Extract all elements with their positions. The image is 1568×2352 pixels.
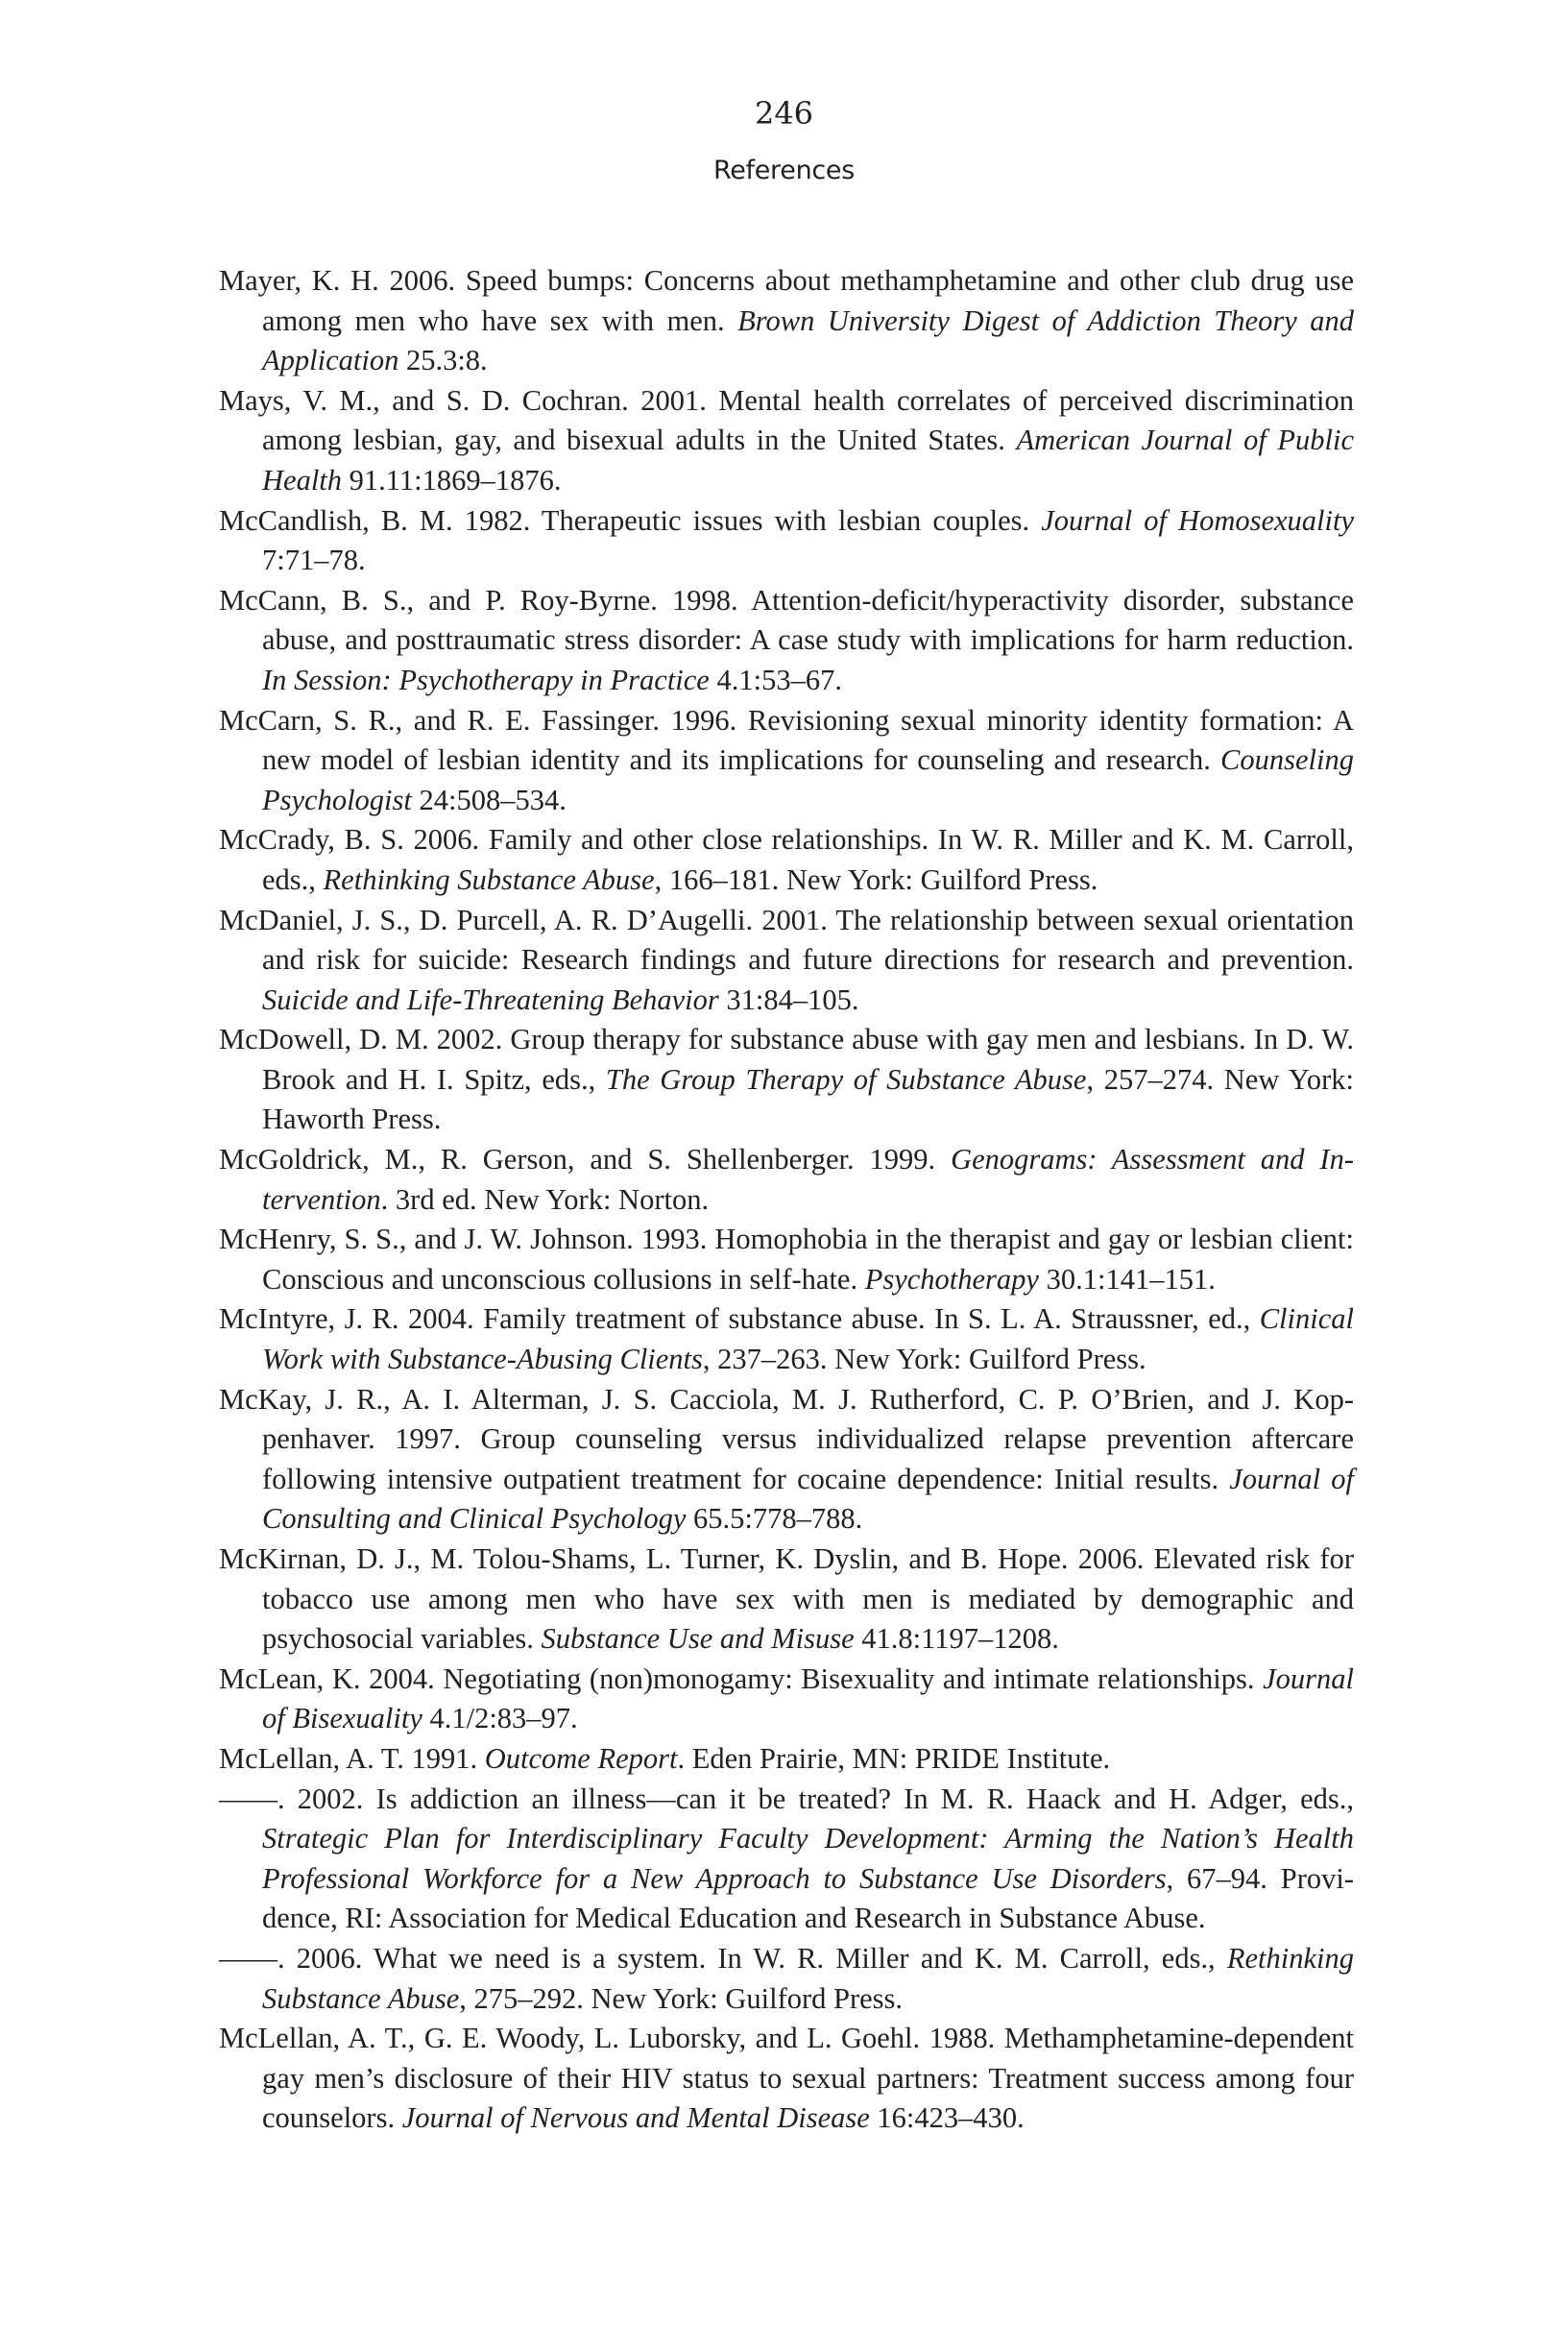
reference-source-title: Strategic Plan for Interdisciplinary Faculty Development: Arming the Nation’s Health Professional Workforce for a New Approach to Substance Use Disorders	[262, 1822, 1354, 1895]
reference-text: , 67–94. Providence, RI: Association for Medical Education and Research in Substance Abuse.	[262, 1861, 1355, 1935]
page-number: 246	[754, 95, 814, 132]
reference-text: McLean, K. 2004. Negotiating (non)monogamy: Bisexuality and intimate relationships.	[219, 1661, 1264, 1695]
reference-source-title: Rethinking Substance Abuse	[323, 862, 655, 896]
reference-entry	[219, 1220, 1354, 1299]
reference-source-title: Rethinking Substance Abuse	[262, 1941, 1354, 2015]
reference-source-title: Substance Use and Misuse	[541, 1622, 855, 1656]
reference-text: McIntyre, J. R. 2004. Family treatment of substance abuse. In S. L. A. Straussner, ed.,	[219, 1302, 1260, 1336]
reference-entry	[219, 1939, 1354, 2019]
reference-text: ——. 2002. Is addiction an illness—can it be treated? In M. R. Haack and H. Adger, eds.,	[219, 1782, 1354, 1815]
reference-text: ——. 2006. What we need is a system. In W. R. Miller and K. M. Carroll, eds.,	[219, 1941, 1227, 1975]
reference-text: McLellan, A. T. 1991.	[219, 1741, 485, 1775]
reference-text: McDowell, D. M. 2002. Group therapy for substance abuse with gay men and lesbians. In D. W. Brook and H. I. Spitz, eds.,	[219, 1023, 1354, 1096]
reference-text: McLellan, A. T., G. E. Woody, L. Luborsky, and L. Goehl. 1988. Methamphetamine-dependent gay men’s disclosure of their HIV status to sexual partners: Treatment success among four counselors.	[219, 2022, 1354, 2135]
reference-text: 24:508–534.	[411, 783, 567, 816]
reference-source-title: Journal of Consulting and Clinical Psychology	[262, 1462, 1354, 1536]
reference-text: 16:423–430.	[869, 2101, 1025, 2135]
reference-entry	[219, 1140, 1354, 1220]
reference-entry	[219, 261, 1354, 381]
reference-entry	[219, 381, 1354, 501]
reference-text: 91.11:1869–1876.	[342, 463, 562, 497]
reference-entry	[219, 701, 1354, 821]
reference-text: McKay, J. R., A. I. Alterman, J. S. Cacciola, M. J. Rutherford, C. P. O’Brien, and J. Koppenhaver. 1997. Group counseling versus individualized relapse prevention aftercare following intensive outpatient treatment for cocaine dependence: Initial results.	[219, 1382, 1354, 1495]
reference-text: Mays, V. M., and S. D. Cochran. 2001. Mental health correlates of perceived discrimination among lesbian, gay, and bisexual adults in the United States.	[219, 383, 1354, 457]
reference-text: 41.8:1197–1208.	[854, 1622, 1059, 1656]
reference-text: 65.5:778–788.	[686, 1502, 863, 1536]
reference-entry	[219, 1020, 1354, 1140]
reference-source-title: Outcome Report	[484, 1741, 678, 1775]
reference-entry	[219, 1660, 1354, 1739]
reference-text: McHenry, S. S., and J. W. Johnson. 1993. Homophobia in the therapist and gay or lesbian client: Conscious and unconscious collusions in self-hate.	[219, 1223, 1354, 1296]
reference-text: McCandlish, B. M. 1982. Therapeutic issues with lesbian couples.	[219, 503, 1042, 537]
reference-source-title: Clinical Work with Substance-Abusing Clients	[262, 1302, 1354, 1376]
reference-source-title: The Group Therapy of Substance Abuse	[605, 1062, 1087, 1096]
reference-text: , 275–292. New York: Guilford Press.	[459, 1981, 904, 2015]
reference-source-title: Counseling Psychologist	[262, 743, 1354, 816]
reference-source-title: Brown University Digest of Addiction Theory and Application	[262, 303, 1355, 377]
reference-text: 7:71–78.	[262, 544, 366, 577]
reference-source-title: American Journal of Public Health	[262, 424, 1354, 497]
reference-text: McGoldrick, M., R. Gerson, and S. Shellenberger. 1999.	[219, 1143, 952, 1176]
reference-entry	[219, 2019, 1354, 2139]
reference-text: , 237–263. New York: Guilford Press.	[702, 1343, 1146, 1376]
reference-text: 31:84–105.	[718, 982, 859, 1016]
reference-list	[219, 261, 1354, 2139]
reference-source-title: Psychotherapy	[864, 1262, 1039, 1296]
reference-source-title: Journal of Bisexuality	[262, 1661, 1354, 1735]
reference-entry	[219, 901, 1354, 1021]
reference-entry	[219, 1780, 1354, 1939]
reference-text: McDaniel, J. S., D. Purcell, A. R. D’Augelli. 2001. The relationship between sexual orientation and risk for suicide: Research findings and future directions for research and prevention.	[219, 903, 1354, 977]
reference-text: , 166–181. New York: Guilford Press.	[654, 862, 1098, 896]
reference-text: , 257–274. New York: Haworth Press.	[262, 1062, 1354, 1136]
reference-text: Mayer, K. H. 2006. Speed bumps: Concerns about methamphetamine and other club drug use among men who have sex with men.	[219, 264, 1354, 337]
reference-text: 4.1:53–67.	[709, 663, 842, 696]
reference-entry	[219, 1540, 1354, 1660]
reference-text: McCann, B. S., and P. Roy-Byrne. 1998. Attention-deficit/hyperactivity disorder, substance abuse, and posttraumatic stress disorder: A case study with implications for harm reduction.	[219, 583, 1354, 657]
reference-text: McKirnan, D. J., M. Tolou-Shams, L. Turner, K. Dyslin, and B. Hope. 2006. Elevated risk for tobacco use among men who have sex with men is mediated by demographic and psychosocial variables.	[219, 1542, 1354, 1656]
reference-text: . Eden Prairie, MN: PRIDE Institute.	[677, 1741, 1111, 1775]
reference-text: 25.3:8.	[398, 344, 488, 377]
reference-source-title: Genograms: Assessment and Intervention	[262, 1143, 1354, 1216]
reference-text: McCarn, S. R., and R. E. Fassinger. 1996. Revisioning sexual minority identity formation: A new model of lesbian identity and its implications for counseling and research.	[219, 703, 1354, 777]
reference-text: McCrady, B. S. 2006. Family and other close relationships. In W. R. Miller and K. M. Carroll, eds.,	[219, 823, 1354, 896]
reference-entry	[219, 501, 1354, 581]
reference-text: . 3rd ed. New York: Norton.	[380, 1182, 710, 1216]
reference-text: 30.1:141–151.	[1038, 1262, 1216, 1296]
reference-source-title: Journal of Nervous and Mental Disease	[401, 2101, 870, 2135]
reference-entry	[219, 820, 1354, 900]
reference-source-title: Suicide and Life-Threatening Behavior	[262, 982, 719, 1016]
reference-entry	[219, 1739, 1354, 1780]
reference-entry	[219, 1299, 1354, 1379]
running-head: References	[712, 156, 856, 185]
reference-entry	[219, 581, 1354, 701]
reference-text: 4.1/2:83–97.	[422, 1702, 578, 1735]
reference-entry	[219, 1380, 1354, 1540]
reference-source-title: Journal of Homosexuality	[1041, 503, 1354, 537]
reference-source-title: In Session: Psychotherapy in Practice	[262, 663, 710, 696]
